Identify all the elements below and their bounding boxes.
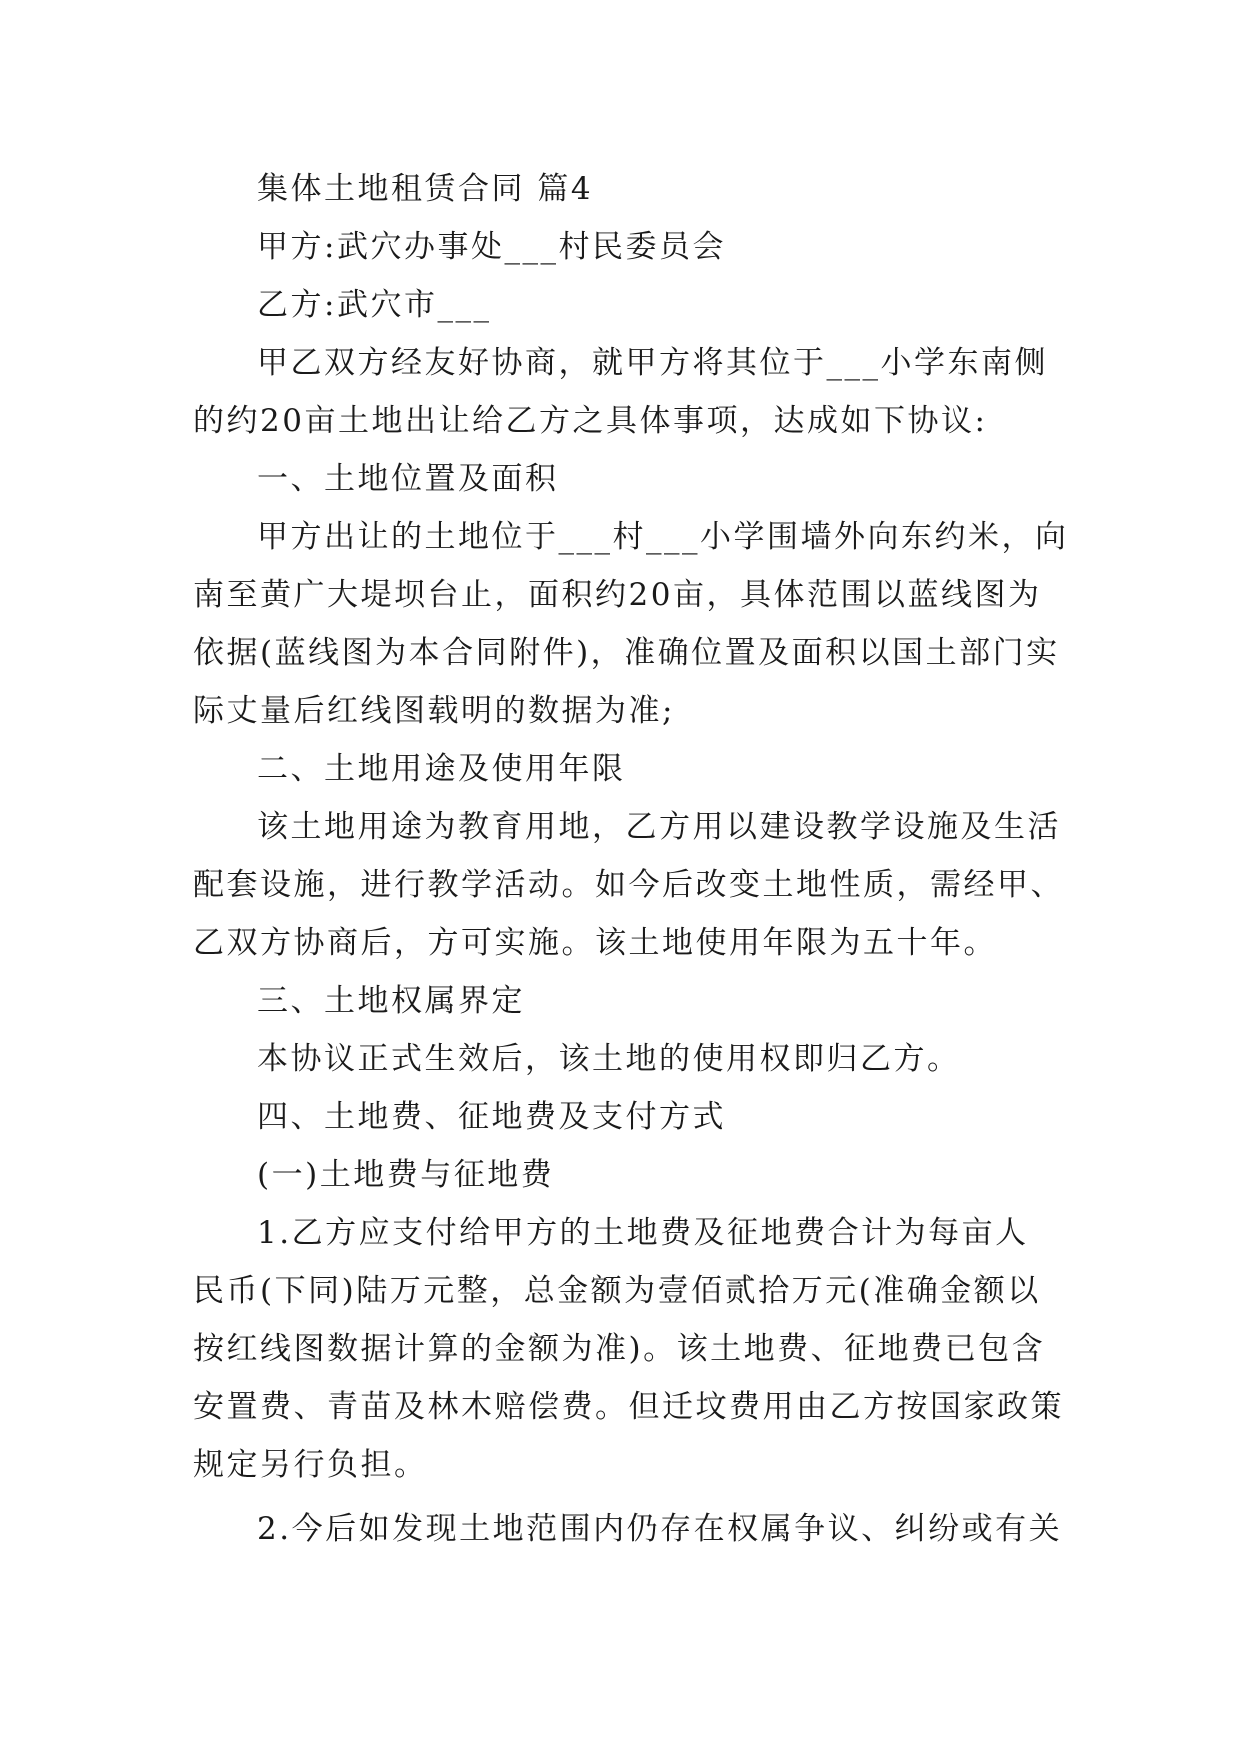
section-heading: 二、土地用途及使用年限	[257, 751, 626, 787]
section-heading: 三、土地权属界定	[257, 983, 525, 1019]
paragraph-line: 安置费、青苗及林木赔偿费。但迁坟费用由乙方按国家政策	[193, 1389, 1064, 1425]
paragraph-line: 乙双方协商后，方可实施。该土地使用年限为五十年。	[193, 925, 997, 961]
document-title: 集体土地租赁合同 篇4	[257, 171, 594, 207]
paragraph-line: 依据(蓝线图为本合同附件)，准确位置及面积以国土部门实	[193, 635, 1060, 671]
paragraph-line: 按红线图数据计算的金额为准)。该土地费、征地费已包含	[193, 1331, 1046, 1367]
paragraph-line: 本协议正式生效后，该土地的使用权即归乙方。	[257, 1041, 961, 1077]
paragraph-line: 民币(下同)陆万元整，总金额为壹佰贰拾万元(准确金额以	[193, 1273, 1041, 1309]
paragraph-line: 甲方出让的土地位于___村___小学围墙外向东约米，向	[257, 519, 1069, 555]
paragraph-line: 2.今后如发现土地范围内仍存在权属争议、纠纷或有关	[257, 1511, 1063, 1547]
paragraph-line: 规定另行负担。	[193, 1447, 428, 1483]
paragraph-line: 1.乙方应支付给甲方的土地费及征地费合计为每亩人	[257, 1215, 1029, 1251]
paragraph-line: 该土地用途为教育用地，乙方用以建设教学设施及生活	[257, 809, 1061, 845]
paragraph-line: 际丈量后红线图载明的数据为准;	[193, 693, 675, 729]
section-heading: 一、土地位置及面积	[257, 461, 559, 497]
party-b-line: 乙方:武穴市___	[257, 287, 492, 323]
paragraph-line: 南至黄广大堤坝台止，面积约20亩，具体范围以蓝线图为	[193, 577, 1042, 613]
intro-paragraph-line: 甲乙双方经友好协商，就甲方将其位于___小学东南侧	[257, 345, 1048, 381]
intro-paragraph-line: 的约20亩土地出让给乙方之具体事项，达成如下协议:	[193, 403, 988, 439]
party-a-line: 甲方:武穴办事处___村民委员会	[257, 229, 726, 265]
paragraph-line: 配套设施，进行教学活动。如今后改变土地性质，需经甲、	[193, 867, 1064, 903]
section-heading: 四、土地费、征地费及支付方式	[257, 1099, 726, 1135]
subsection-heading: (一)土地费与征地费	[257, 1157, 555, 1193]
